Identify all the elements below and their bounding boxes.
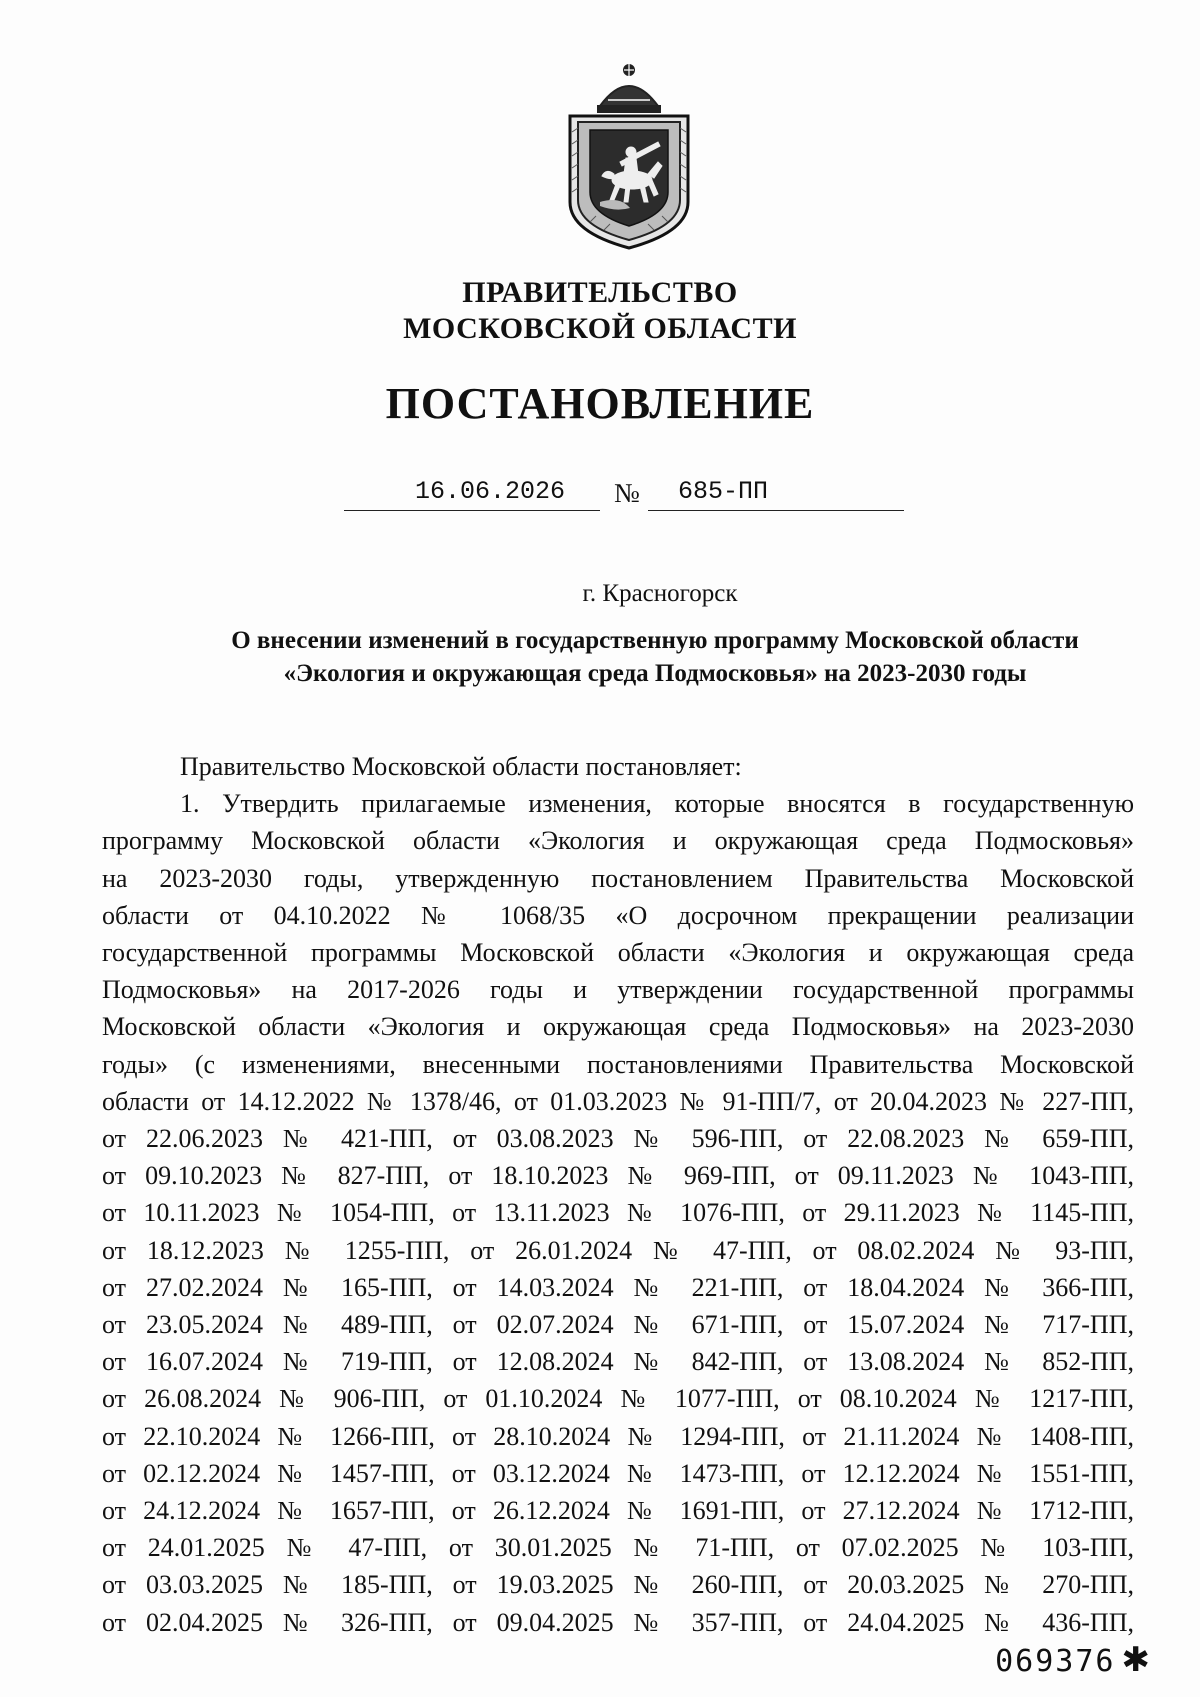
decree-date: 16.06.2026 [415, 477, 566, 506]
number-sign: № [614, 478, 640, 508]
coat-of-arms-emblem [560, 62, 698, 250]
body-line: государственной программы Московской области «Экология и окружающая среда [102, 938, 1134, 968]
body-line: от 10.11.2023 № 1054-ПП, от 13.11.2023 № 1076-ПП, от 29.11.2023 № 1145-ПП, [102, 1198, 1134, 1228]
city-of-issue: г. Красногорск [582, 580, 738, 607]
body-line: от 18.12.2023 № 1255-ПП, от 26.01.2024 № 47-ПП, от 08.02.2024 № 93-ПП, [102, 1235, 1134, 1265]
body-line: 1. Утвердить прилагаемые изменения, которые вносятся в государственную [180, 789, 1134, 819]
government-title-line2: МОСКОВСКОЙ ОБЛАСТИ [403, 312, 797, 345]
body-line: годы» (с изменениями, внесенными постановлениями Правительства Московской [102, 1049, 1134, 1079]
body-line: от 24.01.2025 № 47-ПП, от 30.01.2025 № 71-ПП, от 07.02.2025 № 103-ПП, [102, 1533, 1134, 1563]
body-line: на 2023-2030 годы, утвержденную постановлением Правительства Московской [102, 863, 1134, 893]
body-line: области от 14.12.2022 № 1378/46, от 01.03.2023 № 91-ПП/7, от 20.04.2023 № 227-ПП, [102, 1086, 1134, 1116]
decree-body [102, 748, 1134, 1641]
body-line: Подмосковья» на 2017-2026 годы и утверждении государственной программы [102, 975, 1134, 1005]
body-line: от 02.04.2025 № 326-ПП, от 09.04.2025 № 357-ПП, от 24.04.2025 № 436-ПП, [102, 1607, 1134, 1637]
serial-number-stamp [995, 1640, 1152, 1680]
body-line: от 03.03.2025 № 185-ПП, от 19.03.2025 № 260-ПП, от 20.03.2025 № 270-ПП, [102, 1570, 1134, 1600]
body-line: от 22.06.2023 № 421-ПП, от 03.08.2023 № 596-ПП, от 22.08.2023 № 659-ПП, [102, 1124, 1134, 1154]
government-title-line1: ПРАВИТЕЛЬСТВО [462, 276, 738, 309]
body-line: от 02.12.2024 № 1457-ПП, от 03.12.2024 № 1473-ПП, от 12.12.2024 № 1551-ПП, [102, 1458, 1134, 1488]
subject-line2: «Экология и окружающая среда Подмосковья» на 2023-2030 годы [283, 660, 1027, 687]
number-underline [648, 510, 904, 511]
body-line: от 22.10.2024 № 1266-ПП, от 28.10.2024 № 1294-ПП, от 21.11.2024 № 1408-ПП, [102, 1421, 1134, 1451]
subject-line1: О внесении изменений в государственную программу Московской области [231, 627, 1079, 654]
intro-paragraph: Правительство Московской области постановляет: [180, 752, 742, 781]
body-line: от 24.12.2024 № 1657-ПП, от 26.12.2024 № 1691-ПП, от 27.12.2024 № 1712-ПП, [102, 1496, 1134, 1526]
body-line: от 26.08.2024 № 906-ПП, от 01.10.2024 № 1077-ПП, от 08.10.2024 № 1217-ПП, [102, 1384, 1134, 1414]
body-line: от 27.02.2024 № 165-ПП, от 14.03.2024 № 221-ПП, от 18.04.2024 № 366-ПП, [102, 1272, 1134, 1302]
body-line: программу Московской области «Экология и окружающая среда Подмосковья» [102, 826, 1134, 856]
asterisk-mark: ✱ [1121, 1640, 1152, 1680]
body-line: от 09.10.2023 № 827-ПП, от 18.10.2023 № 969-ПП, от 09.11.2023 № 1043-ПП, [102, 1161, 1134, 1191]
decree-number: 685-ПП [678, 477, 769, 506]
date-underline [344, 510, 600, 511]
body-line: от 16.07.2024 № 719-ПП, от 12.08.2024 № 842-ПП, от 13.08.2024 № 852-ПП, [102, 1347, 1134, 1377]
body-line: области от 04.10.2022 № 1068/35 «О досрочном прекращении реализации [102, 900, 1134, 930]
body-line: Московской области «Экология и окружающая среда Подмосковья» на 2023-2030 [102, 1012, 1134, 1042]
serial-number: 069376 [995, 1644, 1116, 1679]
document-type-heading: ПОСТАНОВЛЕНИЕ [385, 379, 815, 428]
body-line: от 23.05.2024 № 489-ПП, от 02.07.2024 № 671-ПП, от 15.07.2024 № 717-ПП, [102, 1310, 1134, 1340]
